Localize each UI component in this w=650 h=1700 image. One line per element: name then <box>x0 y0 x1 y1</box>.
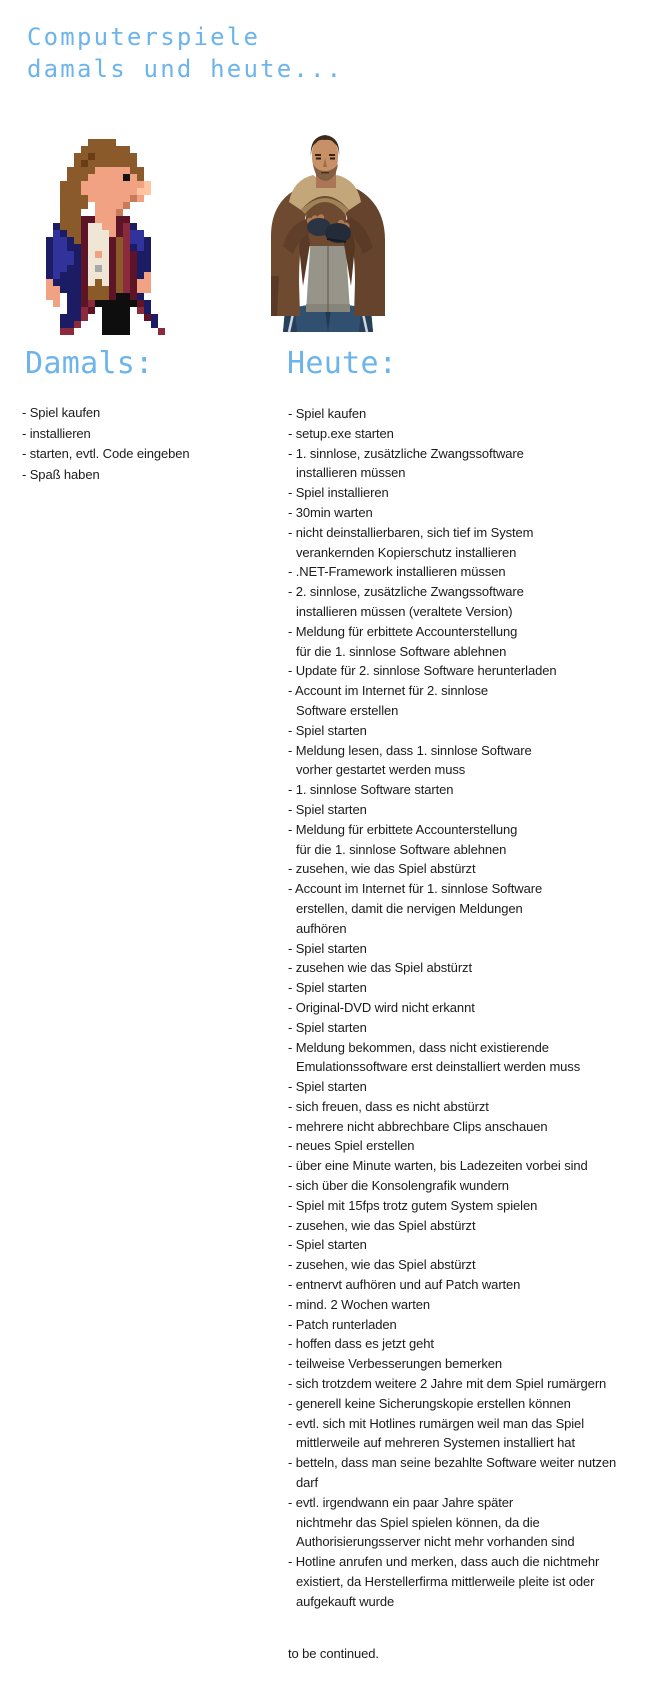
niko-brow-left <box>315 154 321 156</box>
list-item: - Spiel starten <box>288 1019 367 1035</box>
list-item: - Meldung lesen, dass 1. sinnlose Software <box>288 742 532 758</box>
item-continuation-line: installieren müssen (veraltete Version) <box>296 603 513 619</box>
list-item: - Spiel kaufen <box>288 406 367 421</box>
item-continuation-line: Software erstellen <box>296 702 399 718</box>
list-item: - teilweise Verbesserungen bemerken <box>288 1356 503 1372</box>
list-item: - zusehen, wie das Spiel abstürzt <box>288 861 476 877</box>
list-item: - starten, evtl. Code eingeben <box>22 446 190 462</box>
title-line-1: Computerspiele <box>27 23 261 51</box>
list-item: - über eine Minute warten, bis Ladezeiten vorbei sind <box>288 1158 588 1174</box>
item-continuation-line: erstellen, damit die nervigen Meldungen <box>296 900 523 916</box>
list-item: - Spiel installieren <box>288 485 389 501</box>
list-item: - zusehen, wie das Spiel abstürzt <box>288 1257 476 1273</box>
list-item: - mind. 2 Wochen warten <box>288 1296 430 1312</box>
list-item: - Account im Internet für 1. sinnlose Software <box>288 881 543 897</box>
list-item: - sich über die Konsolengrafik wundern <box>288 1178 509 1194</box>
item-continuation-line: installieren müssen <box>296 465 406 481</box>
list-item: - evtl. irgendwann ein paar Jahre später <box>288 1494 514 1510</box>
item-continuation-line: Authorisierungsserver nicht mehr vorhanden sind <box>296 1534 575 1550</box>
list-item: - Spiel kaufen <box>22 405 101 420</box>
list-item: - zusehen, wie das Spiel abstürzt <box>288 1217 476 1233</box>
list-item: - mehrere nicht abbrechbare Clips anschauen <box>288 1118 548 1134</box>
footer-note: to be continued. <box>288 1646 379 1661</box>
niko-brow-right <box>329 154 335 156</box>
list-item: - sich freuen, dass es nicht abstürzt <box>288 1098 489 1114</box>
item-continuation-line: verankernden Kopierschutz installieren <box>296 544 517 560</box>
list-item: - betteln, dass man seine bezahlte Software weiter nutzen <box>288 1455 617 1471</box>
niko-character-illustration <box>253 126 403 332</box>
niko-mouth <box>321 172 329 174</box>
list-item: - Account im Internet für 2. sinnlose <box>288 683 489 699</box>
list-item: - Spiel starten <box>288 1237 367 1253</box>
heute-list <box>288 404 616 1612</box>
item-continuation-line: vorher gestartet werden muss <box>296 762 466 778</box>
page-title <box>27 21 343 85</box>
list-item: - Patch runterladen <box>288 1316 397 1332</box>
list-item: - neues Spiel erstellen <box>288 1138 415 1154</box>
list-item: - sich trotzdem weitere 2 Jahre mit dem Spiel rumärgern <box>288 1376 607 1392</box>
item-continuation-line: nichtmehr das Spiel spielen können, da die <box>296 1514 540 1530</box>
heute-heading: Heute: <box>287 346 398 381</box>
list-item: - evtl. sich mit Hotlines rumärgen weil man das Spiel <box>288 1415 584 1431</box>
list-item: - setup.exe starten <box>288 425 394 441</box>
item-continuation-line: darf <box>296 1475 319 1491</box>
list-item: - nicht deinstallierbaren, sich tief im System <box>288 524 534 540</box>
damals-list <box>22 403 190 485</box>
list-item: - zusehen wie das Spiel abstürzt <box>288 960 472 976</box>
list-item: - Spiel starten <box>288 940 367 956</box>
list-item: - 1. sinnlose, zusätzliche Zwangssoftware <box>288 445 524 461</box>
item-continuation-line: Emulationssoftware erst deinstalliert werden muss <box>296 1059 581 1075</box>
list-item: - Original-DVD wird nicht erkannt <box>288 999 475 1015</box>
list-item: - 2. sinnlose, zusätzliche Zwangssoftware <box>288 584 524 600</box>
list-item: - hoffen dass es jetzt geht <box>288 1336 434 1352</box>
niko-eye-right <box>330 158 335 160</box>
list-item: - Meldung bekommen, dass nicht existierende <box>288 1039 549 1055</box>
niko-eye-left <box>316 158 321 160</box>
list-item: - Meldung für erbittete Accounterstellung <box>288 623 518 639</box>
list-item: - Spiel starten <box>288 801 367 817</box>
list-item: - 1. sinnlose Software starten <box>288 782 454 798</box>
guybrush-pixel-character <box>46 139 165 335</box>
list-item: - installieren <box>22 425 91 441</box>
item-continuation-line: existiert, da Herstellerfirma mittlerweile pleite ist oder <box>296 1574 595 1590</box>
list-item: - Spiel mit 15fps trotz gutem System spielen <box>288 1197 538 1213</box>
list-item: - entnervt aufhören und auf Patch warten <box>288 1277 521 1293</box>
item-continuation-line: aufgekauft wurde <box>296 1593 395 1609</box>
list-item: - generell keine Sicherungskopie erstellen können <box>288 1395 571 1411</box>
item-continuation-line: für die 1. sinnlose Software ablehnen <box>296 841 507 857</box>
list-item: - Spaß haben <box>22 466 100 482</box>
item-continuation-line: für die 1. sinnlose Software ablehnen <box>296 643 507 659</box>
list-item: - 30min warten <box>288 504 373 520</box>
item-continuation-line: aufhören <box>296 920 347 936</box>
title-line-2: damals und heute... <box>27 55 344 83</box>
list-item: - .NET-Framework installieren müssen <box>288 564 506 580</box>
list-item: - Spiel starten <box>288 980 367 996</box>
item-continuation-line: mittlerweile auf mehreren Systemen installiert hat <box>296 1435 575 1451</box>
list-item: - Update für 2. sinnlose Software herunterladen <box>288 663 557 679</box>
list-item: - Hotline anrufen und merken, dass auch die nichtmehr <box>288 1554 600 1570</box>
damals-heading: Damals: <box>25 346 154 381</box>
list-item: - Spiel starten <box>288 1079 367 1095</box>
list-item: - Spiel starten <box>288 722 367 738</box>
list-item: - Meldung für erbittete Accounterstellung <box>288 821 518 837</box>
